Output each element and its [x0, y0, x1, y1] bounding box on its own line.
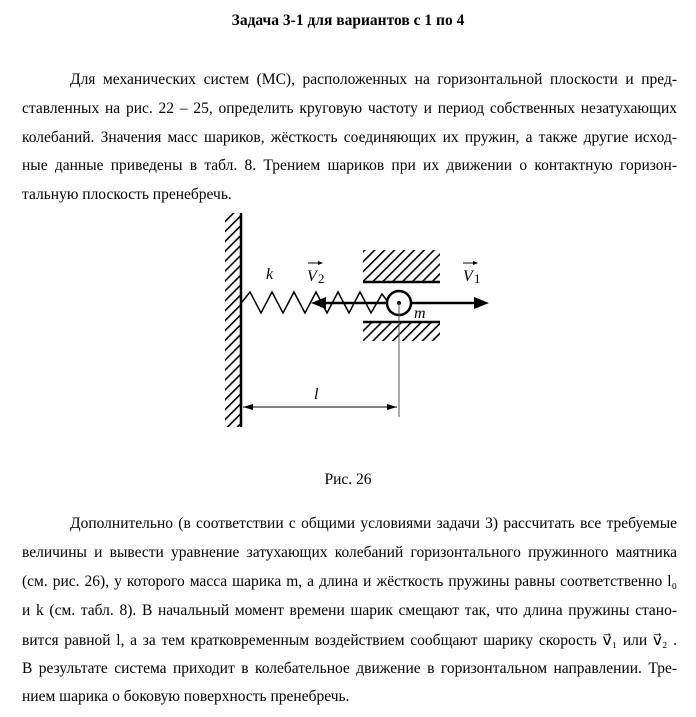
svg-text:2: 2: [318, 271, 325, 286]
label-l: l: [314, 386, 319, 403]
svg-text:1: 1: [474, 271, 481, 286]
bottom-guide-block: [363, 322, 440, 341]
paragraph2-line: и k (см. табл. 8). В начальный момент времени шарик смещают так, что длина пружины стано-: [22, 602, 677, 619]
label-m: m: [414, 305, 426, 322]
paragraph2-line: Дополнительно (в соответствии с общими условиями задачи 3) рассчитать все требуемые: [70, 515, 677, 532]
paragraph1-line: тальную плоскость пренебречь.: [22, 186, 232, 203]
paragraph2-line: (см. рис. 26), у которого масса шарика m, а длина и жёсткость пружины равны соответственно l₀: [22, 573, 677, 590]
label-v2: [307, 261, 325, 286]
paragraph1-line: Для механических систем (МС), расположенных на горизонтальной плоскости и пред-: [70, 71, 677, 88]
paragraph2-line: В результате система приходит в колебательное движение в горизонтальном направлении. Тре-: [22, 660, 677, 677]
label-k: k: [266, 266, 274, 283]
paragraph2-line: вится равной l, а за тем кратковременным воздействием сообщают шарику скорость v⃗₁ или v⃗₂ .: [22, 632, 677, 649]
svg-text:V: V: [307, 268, 317, 285]
paragraph1-line: ставленных на рис. 22 – 25, определить круговую частоту и период собственных незатухающих: [22, 100, 677, 117]
wall: [225, 213, 241, 427]
paragraph1-line: ные данные приведены в табл. 8. Трением шариков при их движении о контактную горизон-: [22, 157, 677, 174]
task-title: Задача 3-1 для вариантов с 1 по 4: [231, 12, 465, 29]
length-dimension: [243, 404, 397, 410]
paragraph1-line: колебаний. Значения масс шариков, жёсткость соединяющих их пружин, а также другие исход-: [22, 129, 677, 146]
top-guide-block: [363, 250, 440, 282]
paragraph2-line: нием шарика о боковую поверхность пренебречь.: [22, 688, 350, 705]
label-v1: [463, 261, 481, 286]
v1-arrowhead: [474, 297, 489, 309]
figure-caption: Рис. 26: [324, 471, 372, 488]
paragraph2-line: величины и вывести уравнение затухающих колебаний горизонтального пружинного маятника: [22, 544, 677, 561]
svg-text:V: V: [463, 268, 473, 285]
